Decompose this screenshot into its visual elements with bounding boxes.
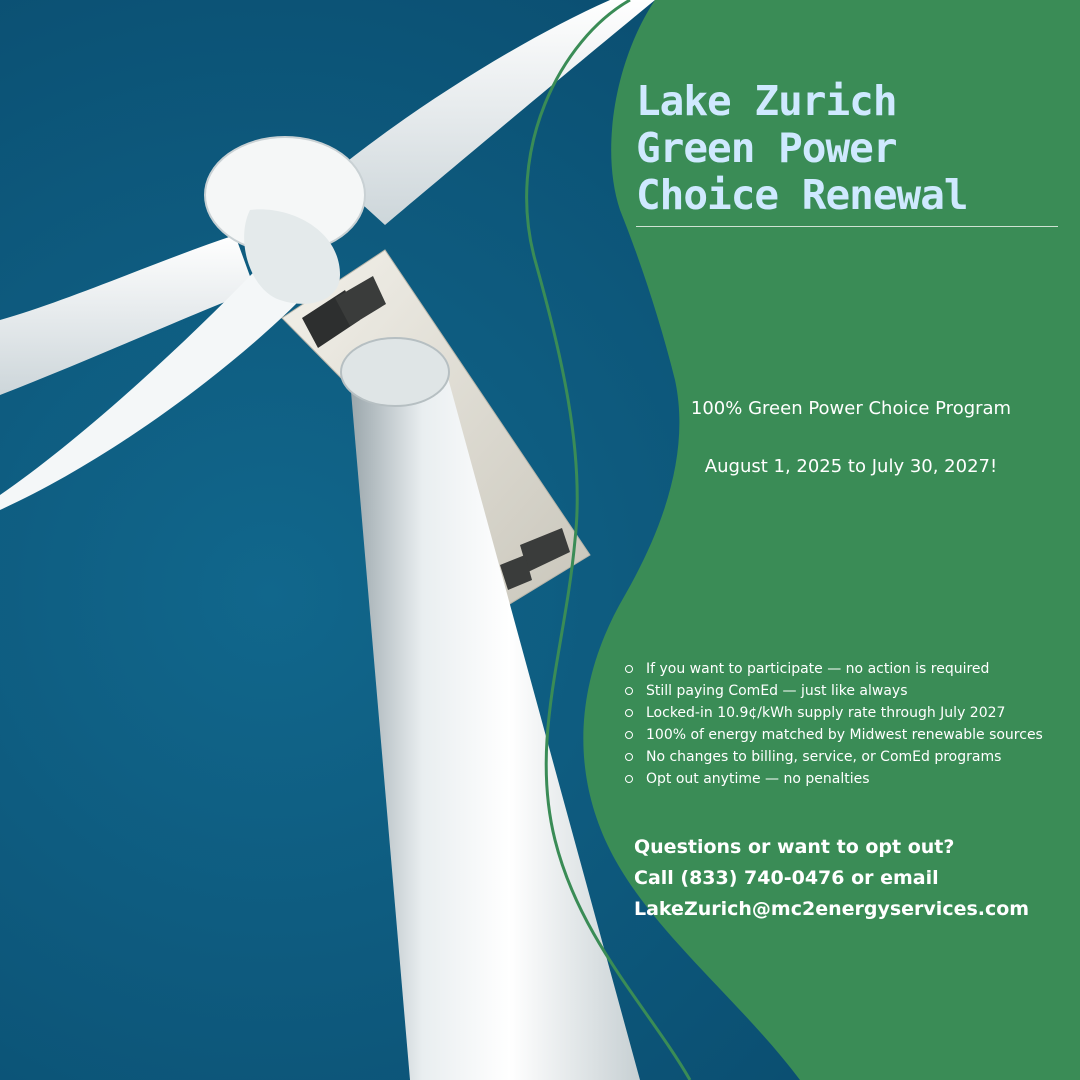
title-line: Lake Zurich xyxy=(636,77,897,125)
list-item: Opt out anytime — no penalties xyxy=(624,768,1074,790)
benefits-list xyxy=(624,658,1074,790)
contact-email[interactable]: LakeZurich@mc2energyservices.com xyxy=(634,898,1030,920)
page-title xyxy=(636,78,1066,219)
list-item: If you want to participate — no action is required xyxy=(624,658,1074,680)
list-item: Locked-in 10.9¢/kWh supply rate through July 2027 xyxy=(624,702,1074,724)
title-line: Choice Renewal xyxy=(636,171,968,219)
program-dates: August 1, 2025 to July 30, 2027! xyxy=(704,456,998,477)
program-name: 100% Green Power Choice Program xyxy=(690,398,1012,419)
title-divider xyxy=(636,226,1058,227)
list-item: No changes to billing, service, or ComEd programs xyxy=(624,746,1074,768)
contact-phone: Call (833) 740-0476 or email xyxy=(634,867,939,889)
list-item: Still paying ComEd — just like always xyxy=(624,680,1074,702)
list-item: 100% of energy matched by Midwest renewable sources xyxy=(624,724,1074,746)
contact-info xyxy=(634,832,1074,925)
title-line: Green Power xyxy=(636,124,897,172)
contact-question: Questions or want to opt out? xyxy=(634,836,955,858)
tower-top-ring xyxy=(341,338,449,406)
